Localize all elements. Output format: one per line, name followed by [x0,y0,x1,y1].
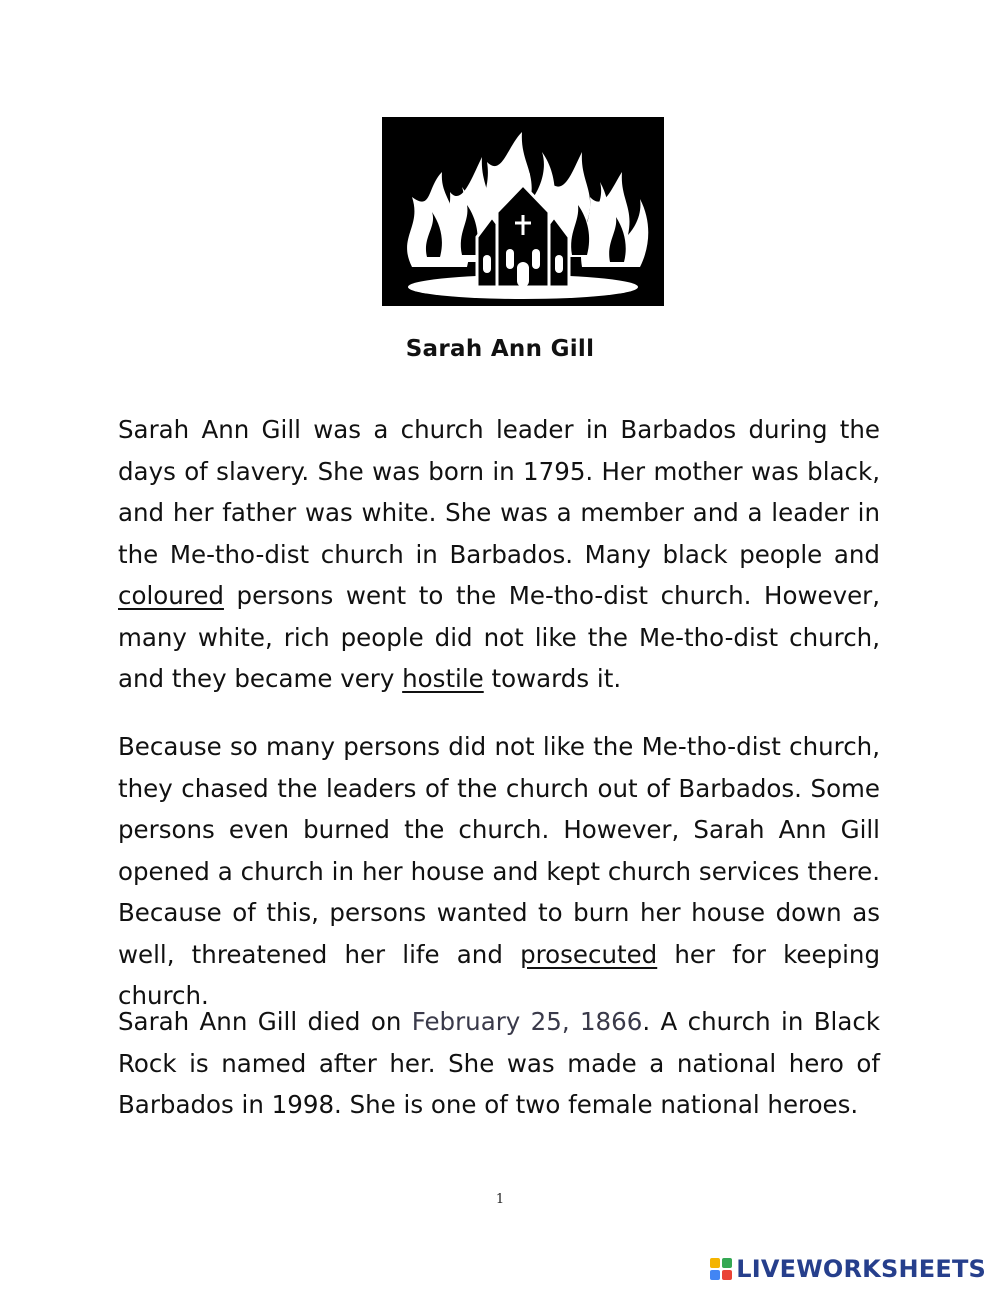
paragraph-2 [118,726,880,1017]
paragraph-1 [118,409,880,700]
paragraph-3-segment-1: Sarah Ann Gill died on [118,1007,412,1036]
burning-church-illustration [382,117,664,306]
logo-square-2 [722,1258,732,1268]
liveworksheets-watermark [710,1255,986,1283]
logo-square-3 [710,1270,720,1280]
term-coloured: coloured [118,581,224,610]
logo-square-1 [710,1258,720,1268]
paragraph-1-segment-5: towards it. [483,664,622,693]
paragraph-3-segment-3: . A church in Black Rock is named after her. She was made a national hero of Barbados in 1998. She is one of two female national heroes. [118,1007,881,1119]
paragraph-2-segment-1: Because so many persons did not like the Me-tho-dist church, they chased the leaders of the church out of Barbados. Some persons even burned the church. However, Sarah Ann Gill opened a church in her house and kept church services there. Because of this, persons wanted to burn her house down as well, threatened her life and [118,732,880,969]
burning-church-icon [382,117,664,306]
paragraph-3 [118,1001,880,1126]
page-number: 1 [495,1192,505,1207]
liveworksheets-wordmark: LIVEWORKSHEETS [736,1255,986,1283]
liveworksheets-logo-icon [710,1258,732,1280]
term-hostile: hostile [402,664,484,693]
paragraph-1-segment-1: Sarah Ann Gill was a church leader in Barbados during the days of slavery. She was born in 1795. Her mother was black, and her father was white. She was a member and a leader in the Me-tho-dist church in Barbados. Many black people and [118,415,880,569]
death-date: February 25, 1866 [411,1007,643,1036]
paragraph-1-segment-3: persons went to the Me-tho-dist church. However, many white, rich people did not like the Me-tho-dist church, and they became very [118,581,880,693]
logo-square-4 [722,1270,732,1280]
document-title: Sarah Ann Gill [405,336,595,362]
paragraph-2-segment-3: her for keeping church. [118,939,881,1010]
term-prosecuted: prosecuted [520,939,658,969]
